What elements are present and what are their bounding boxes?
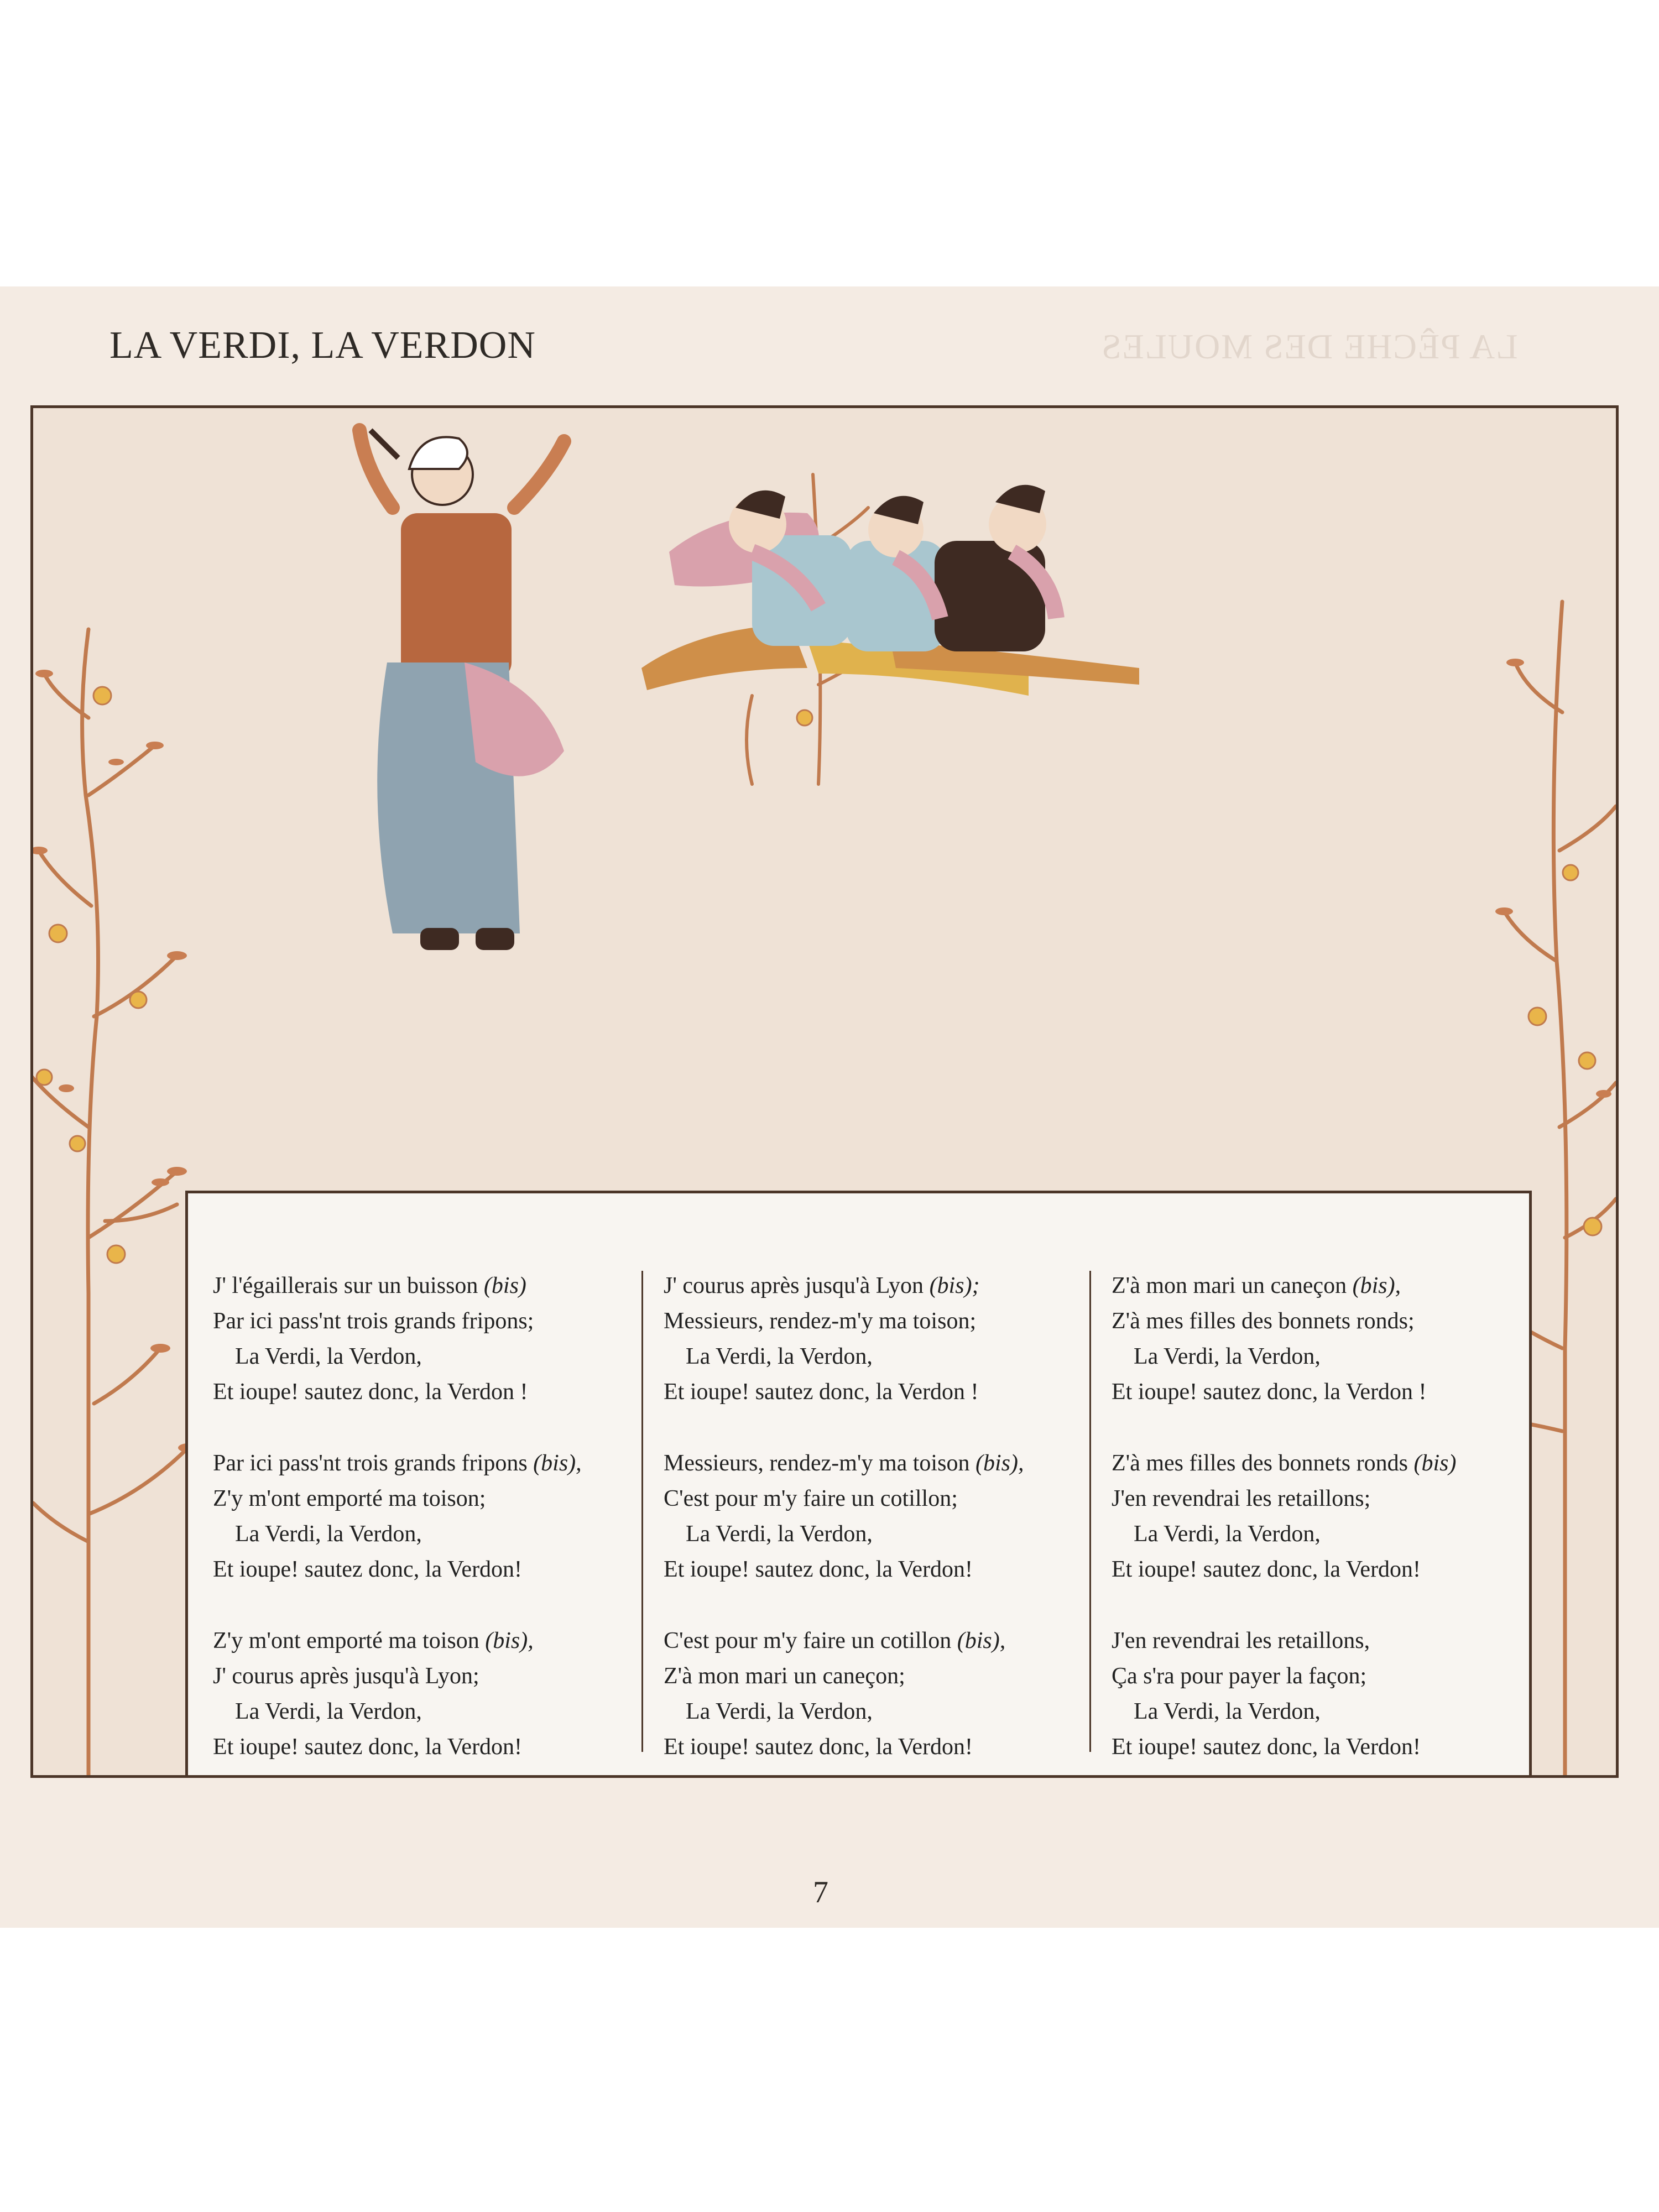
verse-line: J' l'égaillerais sur un buisson (bis) — [213, 1273, 526, 1298]
verse-line: Z'à mon mari un caneçon; — [664, 1663, 905, 1689]
verse-line: Par ici pass'nt trois grands fripons; — [213, 1308, 534, 1334]
refrain-line: La Verdi, la Verdon, — [1134, 1521, 1321, 1547]
column-divider — [1089, 1271, 1091, 1752]
verse-line: C'est pour m'y faire un cotillon (bis), — [664, 1628, 1006, 1653]
lyrics-column-3 — [1112, 1268, 1456, 1778]
refrain-line: La Verdi, la Verdon, — [686, 1521, 873, 1547]
refrain-line: La Verdi, la Verdon, — [686, 1344, 873, 1369]
stanza — [664, 1268, 1024, 1410]
verse-line: Z'y m'ont emporté ma toison (bis), — [213, 1628, 534, 1653]
verse-line: J'en revendrai les retaillons, — [1112, 1628, 1370, 1653]
stanza — [213, 1623, 582, 1765]
refrain-line: Et ioupe! sautez donc, la Verdon! — [1112, 1557, 1421, 1582]
refrain-line: Et ioupe! sautez donc, la Verdon ! — [213, 1379, 528, 1405]
verse-line: Par ici pass'nt trois grands fripons (bis), — [213, 1451, 582, 1476]
refrain-line: La Verdi, la Verdon, — [686, 1699, 873, 1724]
running-thieves — [641, 485, 1139, 696]
refrain-line: La Verdi, la Verdon, — [1134, 1344, 1321, 1369]
stanza — [664, 1446, 1024, 1587]
verse-line: Z'à mon mari un caneçon (bis), — [1112, 1273, 1401, 1298]
refrain-line: Et ioupe! sautez donc, la Verdon! — [664, 1557, 973, 1582]
left-tree-fruits — [36, 687, 147, 1263]
stanza — [213, 1446, 582, 1587]
page-title: LA VERDI, LA VERDON — [109, 324, 536, 367]
refrain-line: Et ioupe! sautez donc, la Verdon ! — [664, 1379, 979, 1405]
verse-line: Messieurs, rendez-m'y ma toison; — [664, 1308, 977, 1334]
illustration-frame — [30, 405, 1619, 1778]
stanza — [664, 1623, 1024, 1765]
stanza — [1112, 1623, 1456, 1765]
refrain-line: La Verdi, la Verdon, — [235, 1344, 422, 1369]
verse-line: J' courus après jusqu'à Lyon; — [213, 1663, 479, 1689]
verse-line: J' courus après jusqu'à Lyon (bis); — [664, 1273, 980, 1298]
lyrics-column-1 — [213, 1268, 582, 1778]
woman-figure-top — [359, 430, 564, 950]
verse-line: J'en revendrai les retaillons; — [1112, 1486, 1371, 1511]
column-divider — [641, 1271, 643, 1752]
ghost-heading-show-through: LA PÊCHE DES MOULES — [1100, 327, 1518, 366]
stanza — [1112, 1446, 1456, 1587]
page-number: 7 — [813, 1875, 828, 1910]
refrain-line: Et ioupe! sautez donc, la Verdon! — [664, 1734, 973, 1760]
lyrics-panel — [185, 1191, 1532, 1778]
left-tree — [33, 629, 188, 1775]
refrain-line: Et ioupe! sautez donc, la Verdon! — [213, 1734, 523, 1760]
verse-line: Ça s'ra pour payer la façon; — [1112, 1663, 1367, 1689]
verse-line: Z'à mes filles des bonnets ronds (bis) — [1112, 1451, 1457, 1476]
refrain-line: La Verdi, la Verdon, — [235, 1521, 422, 1547]
refrain-line: Et ioupe! sautez donc, la Verdon ! — [1112, 1379, 1427, 1405]
lyrics-column-2 — [664, 1268, 1024, 1778]
refrain-line: La Verdi, la Verdon, — [1134, 1699, 1321, 1724]
verse-line: Z'y m'ont emporté ma toison; — [213, 1486, 486, 1511]
stanza — [1112, 1268, 1456, 1410]
stanza — [213, 1268, 582, 1410]
refrain-line: Et ioupe! sautez donc, la Verdon! — [1112, 1734, 1421, 1760]
left-tree-leaves — [33, 670, 198, 1452]
refrain-line: La Verdi, la Verdon, — [235, 1699, 422, 1724]
verse-line: C'est pour m'y faire un cotillon; — [664, 1486, 958, 1511]
verse-line: Z'à mes filles des bonnets ronds; — [1112, 1308, 1415, 1334]
verse-line: Messieurs, rendez-m'y ma toison (bis), — [664, 1451, 1024, 1476]
refrain-line: Et ioupe! sautez donc, la Verdon! — [213, 1557, 523, 1582]
